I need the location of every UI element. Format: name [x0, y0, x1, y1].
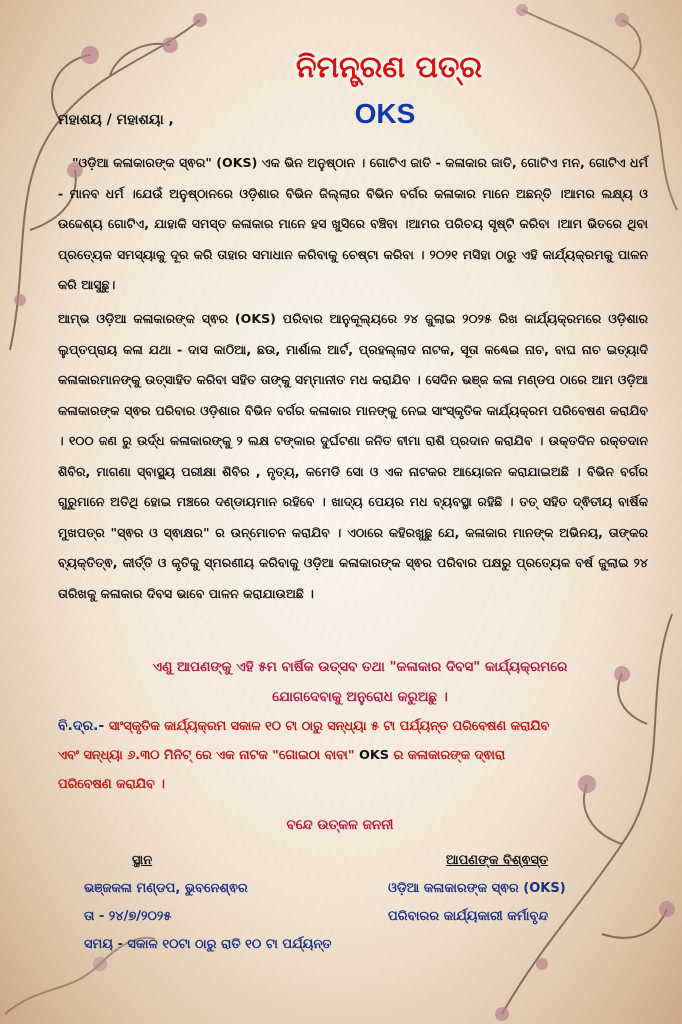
slogan: ବନ୍ଦେ ଉତ୍କଳ ଜନନୀ [286, 817, 394, 833]
sender-committee: ପରିବାରର କାର୍ଯ୍ୟକାରୀ କର୍ମାବୃନ୍ଦ [388, 909, 549, 924]
invitation-request [70, 652, 650, 712]
venue-time: ସମୟ - ସକାଳ ୧୦ଟା ଠାରୁ ରାତି ୧୦ ଟା ପର୍ଯ୍ୟନ୍ତ [84, 937, 332, 952]
venue-date: ତା - ୨୪/୭/୨୦୨୫ [84, 909, 172, 924]
note-part-4: ପରିବେଷଣ କରାଯିବ । [58, 777, 165, 792]
page-title: ନିମନ୍ତ୍ରଣ ପତ୍ର [295, 50, 483, 85]
sender-block [388, 847, 566, 931]
note-label: ବି.ଦ୍ର.- [58, 718, 105, 734]
org-acronym: OKS [354, 98, 416, 129]
venue-block [84, 847, 332, 959]
event-details-paragraph: ଆମ୍ଭ ଓଡ଼ିଆ କଳାକାରଙ୍କ ସ୍ଵର (OKS) ପରିବାର ଆନୁକୂଲ୍ୟରେ ୨୪ ଜୁଲାଇ ୨୦୨୫ ରିଖ କାର୍ଯ୍ୟକ୍ରମରେ ଓଡ଼ିଶାର ଲୁପ୍ତପ୍ରାୟ କଳା ଯଥା - ଦାସ କାଠିଆ, ଛଉ, ମାର୍ଶାଲ ଆର୍ଟ, ପ୍ରହଲ୍ଲାଦ ନାଟକ, ସୂତା କଣ୍ଢେଇ ନାଚ, ବାଘ ନାଚ ଇତ୍ୟାଦି କଳାକାରମାନଙ୍କୁ ଉତ୍ସାହିତ କରିବା ସହିତ ତାଙ୍କୁ ସମ୍ମାନୀତ ମଧ କରାଯିବ । ସେଦିନ ଭଞ୍ଜ କଳା ମଣ୍ଡପ ଠାରେ ଆମ ଓଡ଼ିଆ କଳାକାରଙ୍କ ସ୍ଵର ପରିବାର ଓଡ଼ିଶାର ବିଭିନ ବର୍ଗର କଳାକାର ମାନଙ୍କୁ ନେଇ ସାଂସ୍କୃତିକ କାର୍ଯ୍ୟକ୍ରମ ପରିବେଷଣ କରାଯିବ । ୧୦୦ ଜଣ ରୁ ଉର୍ଦ୍ଧ କଳାକାରଙ୍କୁ ୨ ଲକ୍ଷ ଟଙ୍କାର ଦୁର୍ଘଟଣା ଜନିତ ବୀମା ରାଶି ପ୍ରଦାନ କରାଯିବ । ଉକ୍ତଦିନ ରକ୍ତଦାନ ଶିବିର, ମାଗଣା ସ୍ବାସ୍ଥ୍ୟ ପରୀକ୍ଷା ଶିବିର , ନୃତ୍ୟ, କମେଡି ସୋ ଓ ଏକ ନାଟକର ଆୟୋଜନ କରାଯାଇଅଛି । ବିଭିନ ବର୍ଗର ଗୁରୁମାନେ ଅତିଥି ହୋଇ ମଞ୍ଚରେ ଦଣ୍ଡାୟମାନ ରହିବେ । ଖାଦ୍ୟ ପେୟର ମଧ ବ୍ୟବସ୍ଥା ରହିଛି । ତତ୍ ସହିତ ଦ୍ଵିତୀୟ ବାର୍ଷିକ ମୁଖପତ୍ର "ସ୍ଵର ଓ ସ୍ଵାକ୍ଷର" ର ଉନ୍ମୋଚନ କରାଯିବ । ଏଠାରେ କହିରଖୁଛୁ ଯେ, କଳାକାର ମାନଙ୍କ ଅଭିନୟ, ତାଙ୍କର ବ୍ୟକ୍ତିତ୍ଵ, କୀର୍ତ୍ତି ଓ କୃତିକୁ ସ୍ମରଣୀୟ କରିବାକୁ ଓଡ଼ିଆ କଳାକାରଙ୍କ ସ୍ଵର ପରିବାର ପକ୍ଷରୁ ପ୍ରତ୍ୟେକ ବର୍ଷ ଜୁଲାଇ ୨୪ ତାରିଖକୁ କଳାକାର ଦିବସ ଭାବେ ପାଳନ କରାଯାଉଅଛି । [58, 311, 648, 601]
sender-heading: ଆପଣଙ୍କ ବିଶ୍ଵସ୍ତ [446, 853, 549, 868]
invitation-line-2: ଯୋଗଦେବାକୁ ଅନୁରୋଧ କରୁଅଛୁ । [272, 689, 448, 705]
play-name: "ଗୋଇଠା ବାବା" [272, 748, 355, 763]
salutation: ମହାଶୟ / ମହାଶୟା , [58, 112, 174, 128]
postscript-note [58, 712, 658, 799]
venue-place: ଭଞ୍ଜକଳା ମଣ୍ଡପ, ଭୁବନେଶ୍ଵର [84, 881, 248, 896]
note-oks: OKS [358, 748, 389, 763]
sender-org: ଓଡ଼ିଆ କଳାକାରଙ୍କ ସ୍ଵର (OKS) [388, 881, 566, 896]
venue-heading: ସ୍ଥାନ [132, 853, 153, 868]
note-part-1: ସାଂସ୍କୃତିକ କାର୍ଯ୍ୟକ୍ରମ ସକାଳ ୧୦ ଟା ଠାରୁ ସନ୍ଧ୍ୟା ୫ ଟା ପର୍ଯ୍ୟନ୍ତ ପରିବେଷଣ କରାଯିବ [108, 719, 550, 734]
note-part-3: ର କଳାକାରଙ୍କ ଦ୍ଵାରା [393, 748, 506, 763]
note-part-2: ଏବଂ ସନ୍ଧ୍ୟା ୬.୩୦ ମିନିଟ୍ ରେ ଏକ ନାଟକ [58, 748, 268, 763]
invitation-line-1: ଏଣୁ ଆପଣଙ୍କୁ ଏହି ୫ମ ବାର୍ଷିକ ଉତ୍ସବ ତଥା "କଳାକାର ଦିବସ" କାର୍ଯ୍ୟକ୍ରମରେ [152, 659, 568, 675]
intro-paragraph: "ଓଡ଼ିଆ କଳାକାରଙ୍କ ସ୍ଵର" (OKS) ଏକ ଭିନ ଅନୁଷ୍ଠାନ । ଗୋଟିଏ ଜାତି - କଳାକାର ଜାତି, ଗୋଟିଏ ମନ, ଗୋଟିଏ ଧର୍ମ - ମାନବ ଧର୍ମ ।ଯେଉଁ ଅନୁଷ୍ଠାନରେ ଓଡ଼ିଶାର ବିଭିନ ଜିଲ୍ଲାର ବିଭିନ ବର୍ଗର କଳାକାର ମାନେ ଅଛନ୍ତି ।ଆମର ଲକ୍ଷ୍ୟ ଓ ଉଦ୍ଦେଶ୍ୟ ଗୋଟିଏ, ଯାହାକି ସମସ୍ତ କଳାକାର ମାନେ ହସ ଖୁସିରେ ବଞ୍ଚିବା ।ଆମର ପରିଚୟ ସୃଷ୍ଟି କରିବା ।ଆମ ଭିତରେ ଥିବା ପ୍ରତ୍ୟେକ ସମସ୍ୟାକୁ ଦୂର କରି ତାହାର ସମାଧାନ କରିବାକୁ ଚେଷ୍ଟା କରିବା । ୨୦୨୧ ମସିହା ଠାରୁ ଏହି କାର୍ଯ୍ୟକ୍ରମକୁ ପାଳନ କରି ଆସୁଛୁ। [58, 155, 648, 292]
